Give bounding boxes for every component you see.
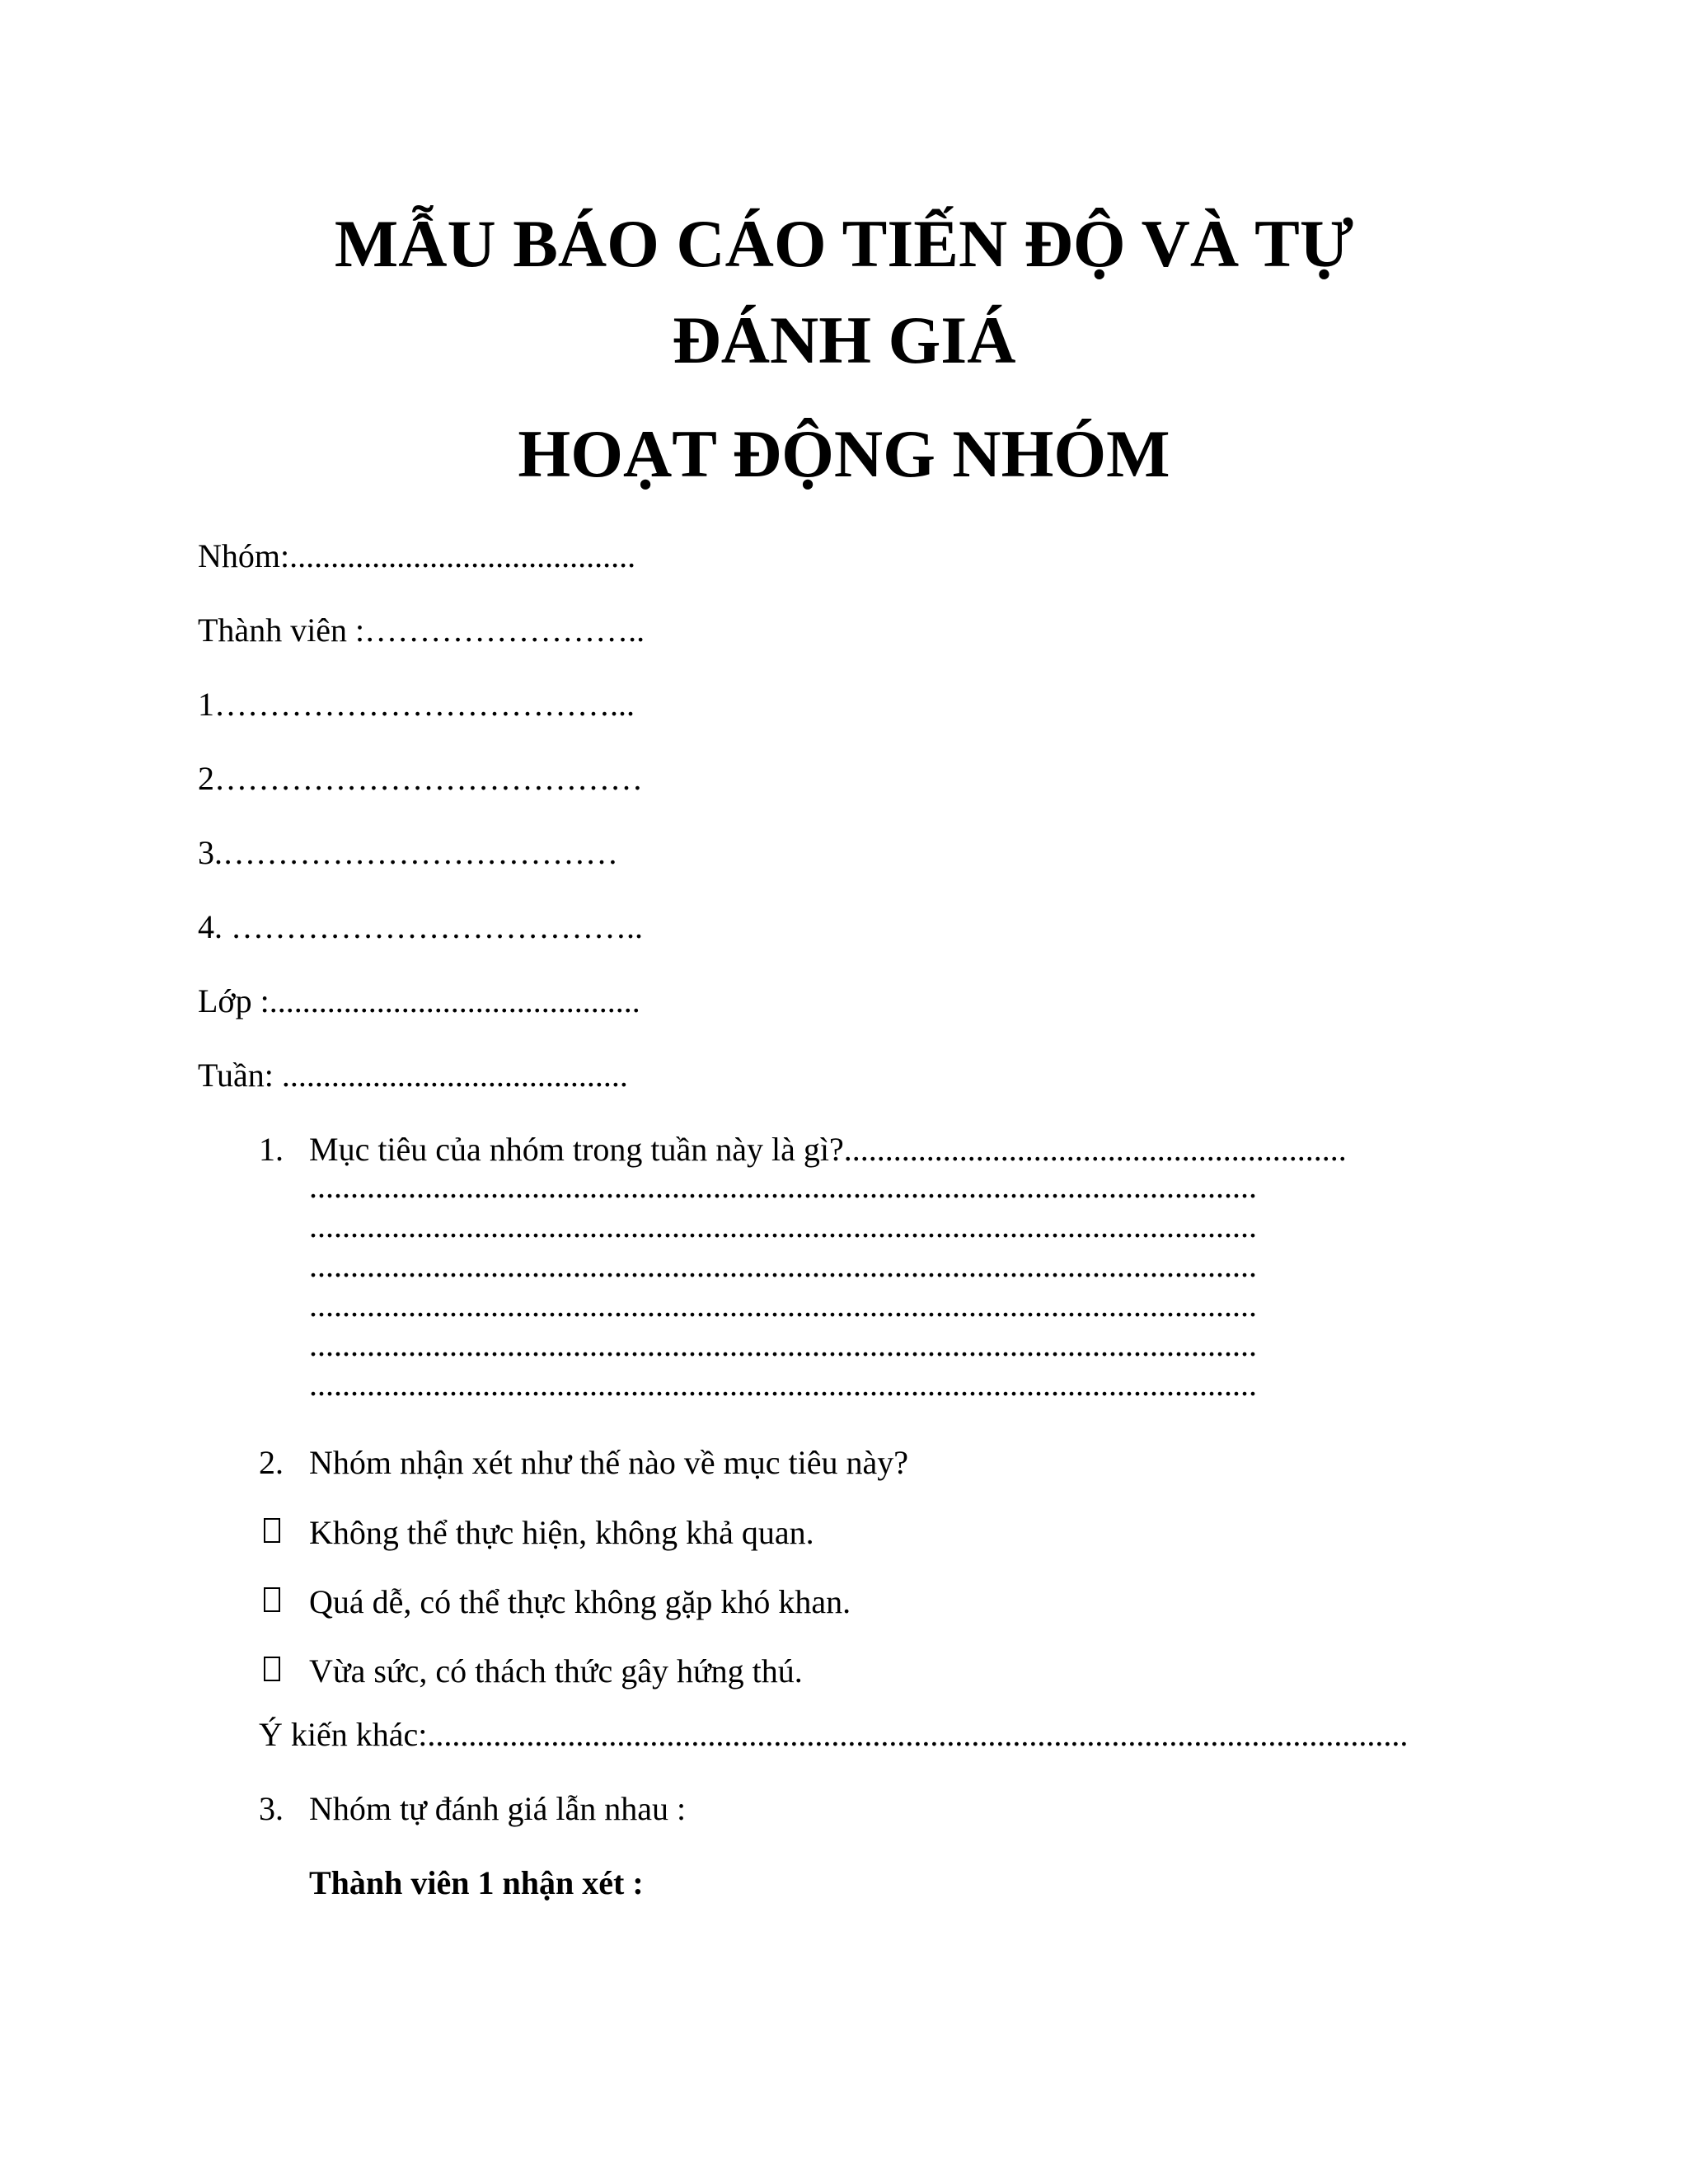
question-1-number: 1. (259, 1131, 284, 1168)
option-2-checkbox[interactable] (264, 1587, 280, 1612)
document-title-line-3: HOẠT ĐỘNG NHÓM (518, 416, 1170, 491)
member-4-field: 4. ……………………………….. (198, 908, 643, 945)
question-1-answer-line: ................................................................................................................... (309, 1207, 1257, 1244)
members-field: Thành viên :…………………….. (198, 612, 645, 649)
member-1-field: 1………………………………... (198, 686, 635, 723)
question-2-number: 2. (259, 1444, 284, 1481)
question-1-answer-line: ................................................................................................................... (309, 1286, 1257, 1324)
document-title-line-1: MẪU BÁO CÁO TIẾN ĐỘ VÀ TỰ (334, 206, 1354, 281)
question-1-answer-line: ................................................................................................................... (309, 1168, 1257, 1205)
question-1-answer-line: ................................................................................................................... (309, 1366, 1257, 1403)
option-1-checkbox[interactable] (264, 1518, 280, 1543)
option-3-label: Vừa sức, có thách thức gây hứng thú. (309, 1652, 803, 1690)
other-opinion-field: Ý kiến khác:....................................................................................................................... (259, 1716, 1409, 1753)
member-1-comment-heading: Thành viên 1 nhận xét : (309, 1864, 644, 1901)
member-3-field: 3.……………………………… (198, 834, 618, 871)
option-1-label: Không thể thực hiện, không khả quan. (309, 1514, 814, 1551)
question-1-answer-line: ................................................................................................................... (309, 1247, 1257, 1284)
question-2-text: Nhóm nhận xét như thế nào về mục tiêu này? (309, 1444, 909, 1481)
question-1-answer-line: ................................................................................................................... (309, 1326, 1257, 1363)
question-1-text: Mục tiêu của nhóm trong tuần này là gì?............................................................. (309, 1131, 1347, 1168)
member-2-field: 2………………………………… (198, 760, 643, 797)
option-3-checkbox[interactable] (264, 1657, 280, 1681)
group-field: Nhóm:.......................................... (198, 537, 636, 574)
question-3-number: 3. (259, 1790, 284, 1827)
class-field: Lớp :............................................. (198, 982, 640, 1019)
week-field: Tuần: .......................................... (198, 1057, 628, 1094)
option-2-label: Quá dễ, có thể thực không gặp khó khan. (309, 1583, 851, 1620)
document-title-line-2: ĐÁNH GIÁ (672, 302, 1016, 377)
question-3-text: Nhóm tự đánh giá lẫn nhau : (309, 1790, 687, 1827)
